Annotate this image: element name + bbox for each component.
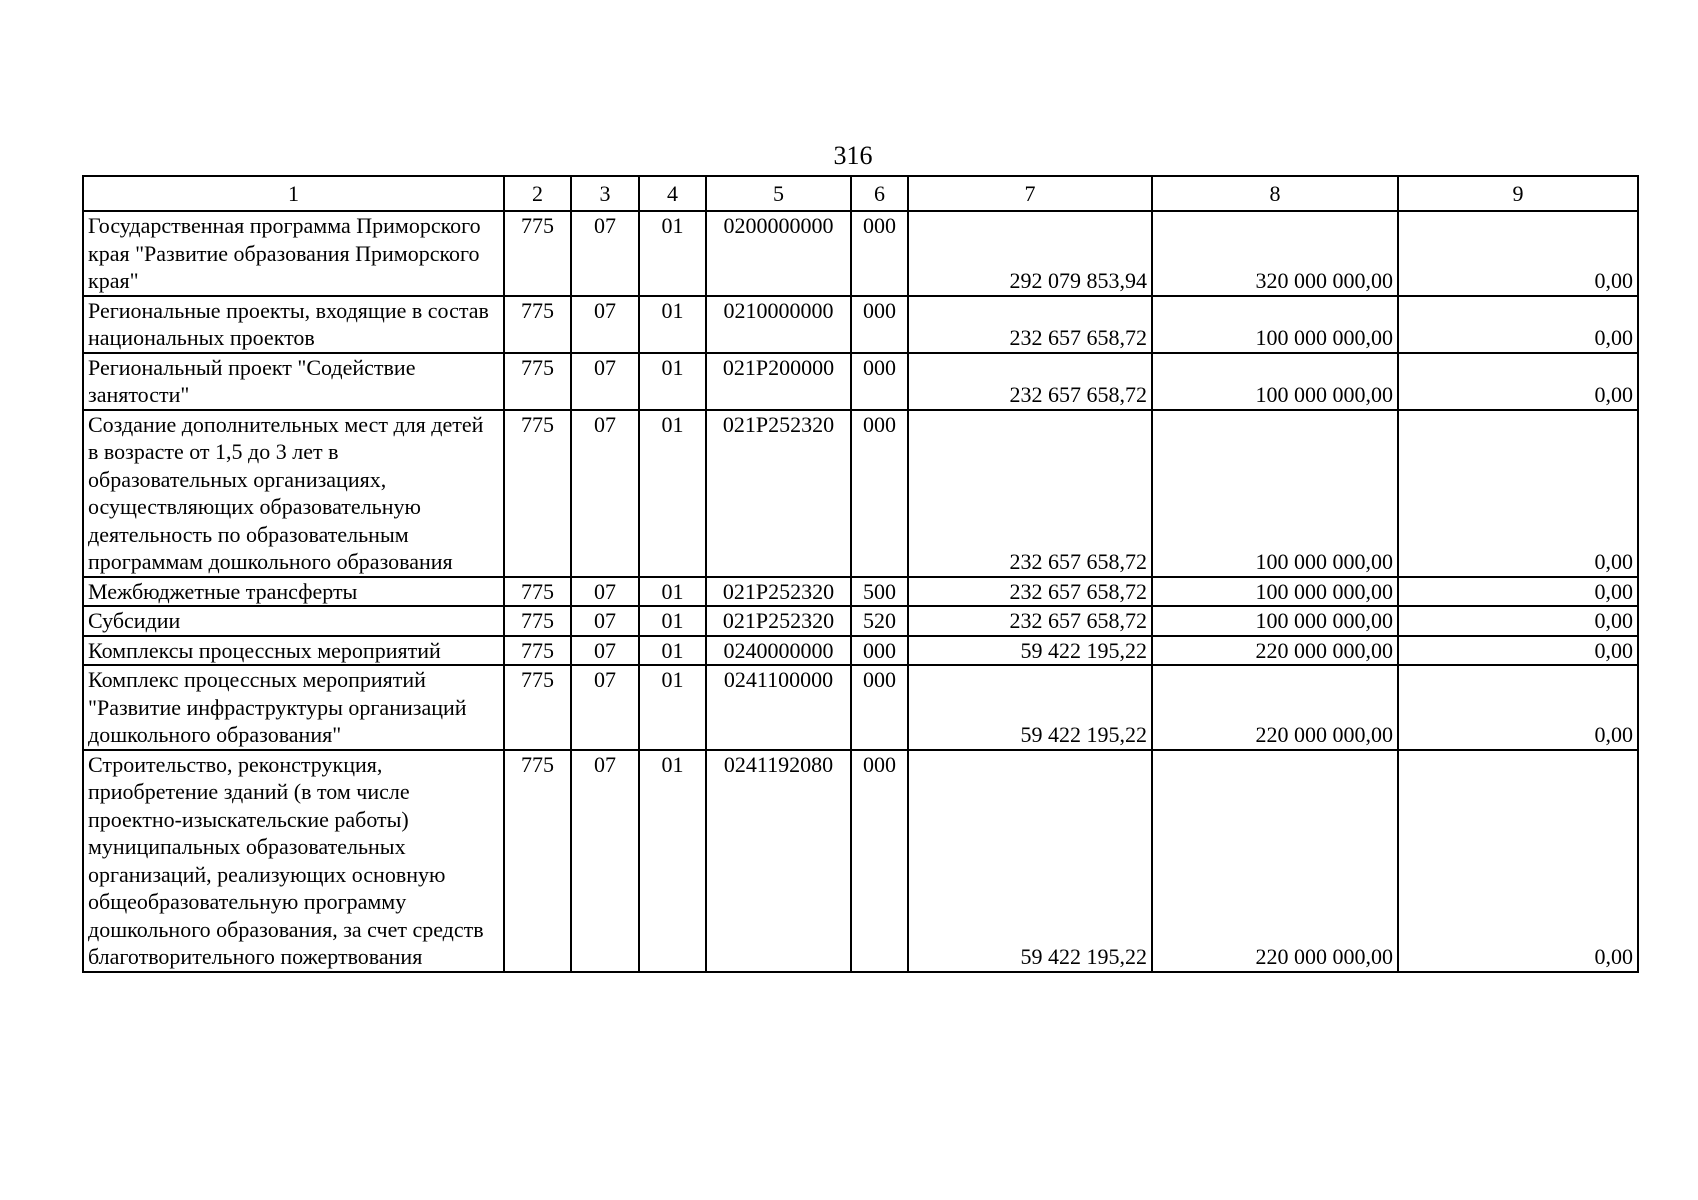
column-header: 6 (851, 176, 908, 211)
table-row (83, 410, 1638, 577)
column-header: 4 (639, 176, 706, 211)
cell-c6: 000 (851, 211, 908, 296)
cell-c6: 000 (851, 410, 908, 577)
cell-c5: 0210000000 (706, 296, 851, 353)
cell-c8: 100 000 000,00 (1152, 296, 1398, 353)
table-row (83, 636, 1638, 666)
cell-c8: 100 000 000,00 (1152, 606, 1398, 636)
cell-c8: 320 000 000,00 (1152, 211, 1398, 296)
cell-c6: 000 (851, 665, 908, 750)
page-number-text: 316 (833, 141, 873, 170)
cell-c9: 0,00 (1398, 353, 1638, 410)
table-row (83, 296, 1638, 353)
cell-c3: 07 (571, 296, 639, 353)
cell-c9: 0,00 (1398, 577, 1638, 607)
cell-c2: 775 (504, 353, 571, 410)
cell-c2: 775 (504, 636, 571, 666)
table-row (83, 750, 1638, 972)
cell-c3: 07 (571, 410, 639, 577)
cell-c8: 220 000 000,00 (1152, 750, 1398, 972)
cell-c7: 232 657 658,72 (908, 577, 1152, 607)
cell-c3: 07 (571, 606, 639, 636)
cell-c3: 07 (571, 750, 639, 972)
cell-c9: 0,00 (1398, 665, 1638, 750)
cell-c8: 100 000 000,00 (1152, 353, 1398, 410)
cell-c5: 021P200000 (706, 353, 851, 410)
cell-c7: 59 422 195,22 (908, 636, 1152, 666)
column-header: 3 (571, 176, 639, 211)
cell-c9: 0,00 (1398, 296, 1638, 353)
budget-table (82, 175, 1639, 973)
cell-c9: 0,00 (1398, 211, 1638, 296)
cell-c6: 000 (851, 636, 908, 666)
cell-c7: 59 422 195,22 (908, 665, 1152, 750)
cell-c2: 775 (504, 750, 571, 972)
cell-c2: 775 (504, 577, 571, 607)
column-header: 9 (1398, 176, 1638, 211)
cell-c5: 021P252320 (706, 410, 851, 577)
cell-c4: 01 (639, 665, 706, 750)
column-header: 1 (83, 176, 504, 211)
cell-c4: 01 (639, 606, 706, 636)
cell-c3: 07 (571, 665, 639, 750)
row-name: Комплексы процессных мероприятий (83, 636, 504, 666)
column-header: 5 (706, 176, 851, 211)
cell-c4: 01 (639, 296, 706, 353)
cell-c9: 0,00 (1398, 636, 1638, 666)
cell-c5: 0240000000 (706, 636, 851, 666)
page-number (0, 140, 1698, 172)
cell-c2: 775 (504, 211, 571, 296)
table-row (83, 353, 1638, 410)
row-name: Создание дополнительных мест для детей в возрасте от 1,5 до 3 лет в образовательных организациях, осуществляющих образовательную деятельность по образовательным программам дошкольного образования (83, 410, 504, 577)
cell-c7: 232 657 658,72 (908, 353, 1152, 410)
cell-c7: 292 079 853,94 (908, 211, 1152, 296)
table-row (83, 577, 1638, 607)
table-header-row (83, 176, 1638, 211)
row-name: Региональные проекты, входящие в состав национальных проектов (83, 296, 504, 353)
cell-c9: 0,00 (1398, 606, 1638, 636)
cell-c5: 0241100000 (706, 665, 851, 750)
column-header: 8 (1152, 176, 1398, 211)
cell-c6: 500 (851, 577, 908, 607)
row-name: Государственная программа Приморского края "Развитие образования Приморского края" (83, 211, 504, 296)
cell-c6: 000 (851, 750, 908, 972)
table-row (83, 606, 1638, 636)
cell-c9: 0,00 (1398, 410, 1638, 577)
cell-c7: 59 422 195,22 (908, 750, 1152, 972)
cell-c5: 021P252320 (706, 577, 851, 607)
cell-c4: 01 (639, 636, 706, 666)
cell-c6: 000 (851, 296, 908, 353)
cell-c2: 775 (504, 296, 571, 353)
row-name: Субсидии (83, 606, 504, 636)
row-name: Строительство, реконструкция, приобретение зданий (в том числе проектно-изыскательские работы) муниципальных образовательных организаций, реализующих основную общеобразовательную программу дошкольного образования, за счет средств благотворительного пожертвования (83, 750, 504, 972)
row-name: Региональный проект "Содействие занятости" (83, 353, 504, 410)
cell-c2: 775 (504, 410, 571, 577)
cell-c5: 0241192080 (706, 750, 851, 972)
cell-c4: 01 (639, 353, 706, 410)
table-row (83, 665, 1638, 750)
cell-c8: 100 000 000,00 (1152, 410, 1398, 577)
column-header: 7 (908, 176, 1152, 211)
cell-c5: 0200000000 (706, 211, 851, 296)
cell-c3: 07 (571, 353, 639, 410)
row-name: Комплекс процессных мероприятий "Развитие инфраструктуры организаций дошкольного образования" (83, 665, 504, 750)
cell-c2: 775 (504, 665, 571, 750)
table-row (83, 211, 1638, 296)
cell-c6: 520 (851, 606, 908, 636)
cell-c5: 021P252320 (706, 606, 851, 636)
cell-c4: 01 (639, 410, 706, 577)
cell-c8: 220 000 000,00 (1152, 665, 1398, 750)
cell-c8: 220 000 000,00 (1152, 636, 1398, 666)
cell-c2: 775 (504, 606, 571, 636)
cell-c7: 232 657 658,72 (908, 296, 1152, 353)
cell-c9: 0,00 (1398, 750, 1638, 972)
cell-c4: 01 (639, 577, 706, 607)
cell-c3: 07 (571, 636, 639, 666)
cell-c4: 01 (639, 211, 706, 296)
cell-c7: 232 657 658,72 (908, 410, 1152, 577)
row-name: Межбюджетные трансферты (83, 577, 504, 607)
cell-c3: 07 (571, 211, 639, 296)
cell-c6: 000 (851, 353, 908, 410)
cell-c3: 07 (571, 577, 639, 607)
cell-c4: 01 (639, 750, 706, 972)
cell-c8: 100 000 000,00 (1152, 577, 1398, 607)
column-header: 2 (504, 176, 571, 211)
cell-c7: 232 657 658,72 (908, 606, 1152, 636)
